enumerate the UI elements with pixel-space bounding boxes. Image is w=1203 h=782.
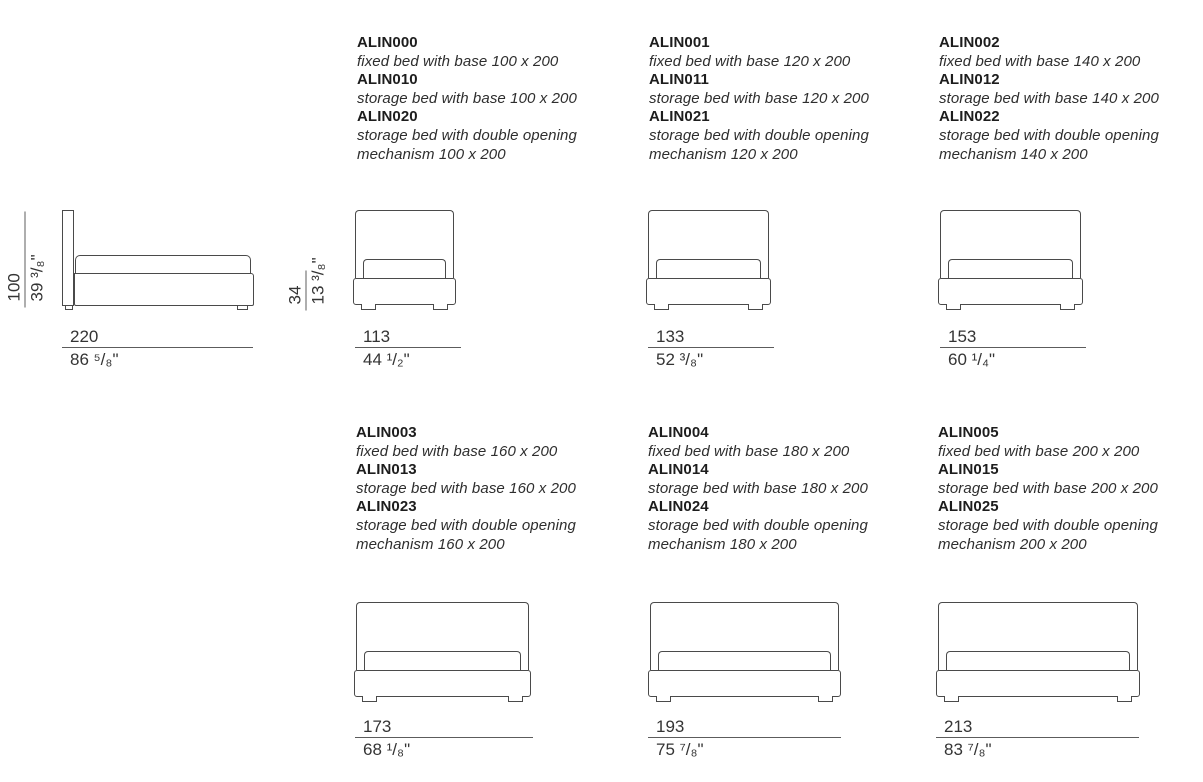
dimension-base-height	[285, 257, 330, 311]
bed-foot-right	[508, 696, 523, 702]
bed-foot-left	[944, 696, 959, 702]
mattress	[363, 259, 446, 278]
product-code: ALIN000	[357, 34, 418, 51]
product-description: storage bed with double opening mechanism 140 x 200	[939, 126, 1159, 163]
bed-base	[938, 278, 1083, 305]
dimension-width-193	[648, 716, 841, 761]
product-description: fixed bed with base 200 x 200	[938, 442, 1140, 460]
dimension-inch-value: 83 ⁷/₈"	[944, 740, 992, 759]
bed-front-view-drawing-213	[936, 602, 1140, 702]
bed-front-view-drawing-133	[646, 210, 771, 310]
product-description: storage bed with base 180 x 200	[648, 479, 868, 497]
bed-foot-left	[656, 696, 671, 702]
product-description: fixed bed with base 160 x 200	[356, 442, 558, 460]
bed-foot-left	[361, 304, 376, 310]
dimension-bed-length	[62, 326, 253, 371]
headboard	[62, 210, 74, 306]
dimension-inch-value: 44 ¹/₂"	[363, 350, 410, 369]
dimension-width-213	[936, 716, 1139, 761]
dimension-inch-value: 86 ⁵/₈"	[70, 350, 119, 369]
bed-base	[936, 670, 1140, 697]
bed-base	[353, 278, 456, 305]
product-code: ALIN022	[939, 108, 1000, 126]
bed-front-view-drawing-113	[353, 210, 456, 310]
bed-foot-right	[1060, 304, 1075, 310]
dimension-cm-value: 153	[948, 327, 977, 346]
dimension-headboard-height	[4, 212, 49, 308]
product-code: ALIN023	[356, 498, 417, 516]
product-code: ALIN010	[357, 71, 418, 89]
product-code: ALIN024	[648, 498, 709, 516]
dimension-inch-value: 13 ³/₈"	[308, 257, 328, 305]
product-code: ALIN012	[939, 71, 1000, 89]
product-code: ALIN004	[648, 424, 709, 441]
product-group-160x200	[356, 424, 621, 554]
product-description: fixed bed with base 140 x 200	[939, 52, 1141, 70]
bed-base	[646, 278, 771, 305]
bed-front-view-drawing-153	[938, 210, 1083, 310]
bed-side-view-drawing	[62, 210, 255, 310]
dimension-inch-value: 75 ⁷/₈"	[656, 740, 704, 759]
product-description: storage bed with double opening mechanism 160 x 200	[356, 516, 576, 553]
mattress	[75, 255, 251, 273]
dimension-inch-value: 39 ³/₈"	[27, 254, 47, 302]
dimension-cm-value: 133	[656, 327, 685, 346]
product-code: ALIN011	[649, 71, 709, 89]
product-group-200x200	[938, 424, 1203, 554]
bed-base	[354, 670, 531, 697]
product-description: storage bed with double opening mechanism 120 x 200	[649, 126, 869, 163]
bed-foot-left	[654, 304, 669, 310]
dimension-width-133	[648, 326, 774, 371]
product-description: fixed bed with base 100 x 200	[357, 52, 559, 70]
dimension-width-113	[355, 326, 461, 371]
dimension-cm-value: 100	[4, 273, 24, 302]
dimension-cm-value: 193	[656, 717, 685, 736]
dimension-cm-value: 34	[285, 285, 305, 305]
product-description: fixed bed with base 120 x 200	[649, 52, 851, 70]
bed-foot-right	[818, 696, 833, 702]
dimension-cm-value: 113	[363, 327, 391, 346]
mattress	[656, 259, 761, 278]
dimension-cm-value: 213	[944, 717, 973, 736]
product-description: fixed bed with base 180 x 200	[648, 442, 850, 460]
product-description: storage bed with double opening mechanism 200 x 200	[938, 516, 1158, 553]
product-code: ALIN014	[648, 461, 709, 479]
product-code: ALIN002	[939, 34, 1000, 51]
product-code: ALIN020	[357, 108, 418, 126]
bed-front-view-drawing-193	[648, 602, 841, 702]
product-description: storage bed with double opening mechanism 100 x 200	[357, 126, 577, 163]
product-group-100x200	[357, 34, 622, 164]
dimension-inch-value: 68 ¹/₈"	[363, 740, 411, 759]
dimension-cm-value: 173	[363, 717, 392, 736]
bed-foot-right	[433, 304, 448, 310]
product-description: storage bed with base 120 x 200	[649, 89, 869, 107]
product-description: storage bed with base 100 x 200	[357, 89, 577, 107]
product-group-180x200	[648, 424, 913, 554]
dimension-width-173	[355, 716, 533, 761]
product-code: ALIN003	[356, 424, 417, 441]
bed-foot-right	[1117, 696, 1132, 702]
dimension-inch-value: 60 ¹/₄"	[948, 350, 995, 369]
mattress	[658, 651, 831, 670]
bed-foot-rear	[237, 306, 248, 310]
product-description: storage bed with base 160 x 200	[356, 479, 576, 497]
product-group-120x200	[649, 34, 914, 164]
product-group-140x200	[939, 34, 1203, 164]
bed-foot-left	[946, 304, 961, 310]
product-description: storage bed with double opening mechanism 180 x 200	[648, 516, 868, 553]
mattress	[948, 259, 1073, 278]
bed-base	[648, 670, 841, 697]
bed-foot-left	[362, 696, 377, 702]
mattress	[946, 651, 1130, 670]
mattress	[364, 651, 521, 670]
product-code: ALIN015	[938, 461, 999, 479]
bed-base	[74, 273, 254, 306]
bed-front-view-drawing-173	[354, 602, 531, 702]
dimension-inch-value: 52 ³/₈"	[656, 350, 704, 369]
bed-foot-front	[65, 306, 73, 310]
bed-foot-right	[748, 304, 763, 310]
dimension-cm-value: 220	[70, 327, 99, 346]
product-code: ALIN001	[649, 34, 710, 51]
dimension-width-153	[940, 326, 1086, 371]
product-code: ALIN021	[649, 108, 710, 126]
product-code: ALIN005	[938, 424, 999, 441]
product-description: storage bed with base 200 x 200	[938, 479, 1158, 497]
product-code: ALIN013	[356, 461, 417, 479]
product-description: storage bed with base 140 x 200	[939, 89, 1159, 107]
product-code: ALIN025	[938, 498, 999, 516]
